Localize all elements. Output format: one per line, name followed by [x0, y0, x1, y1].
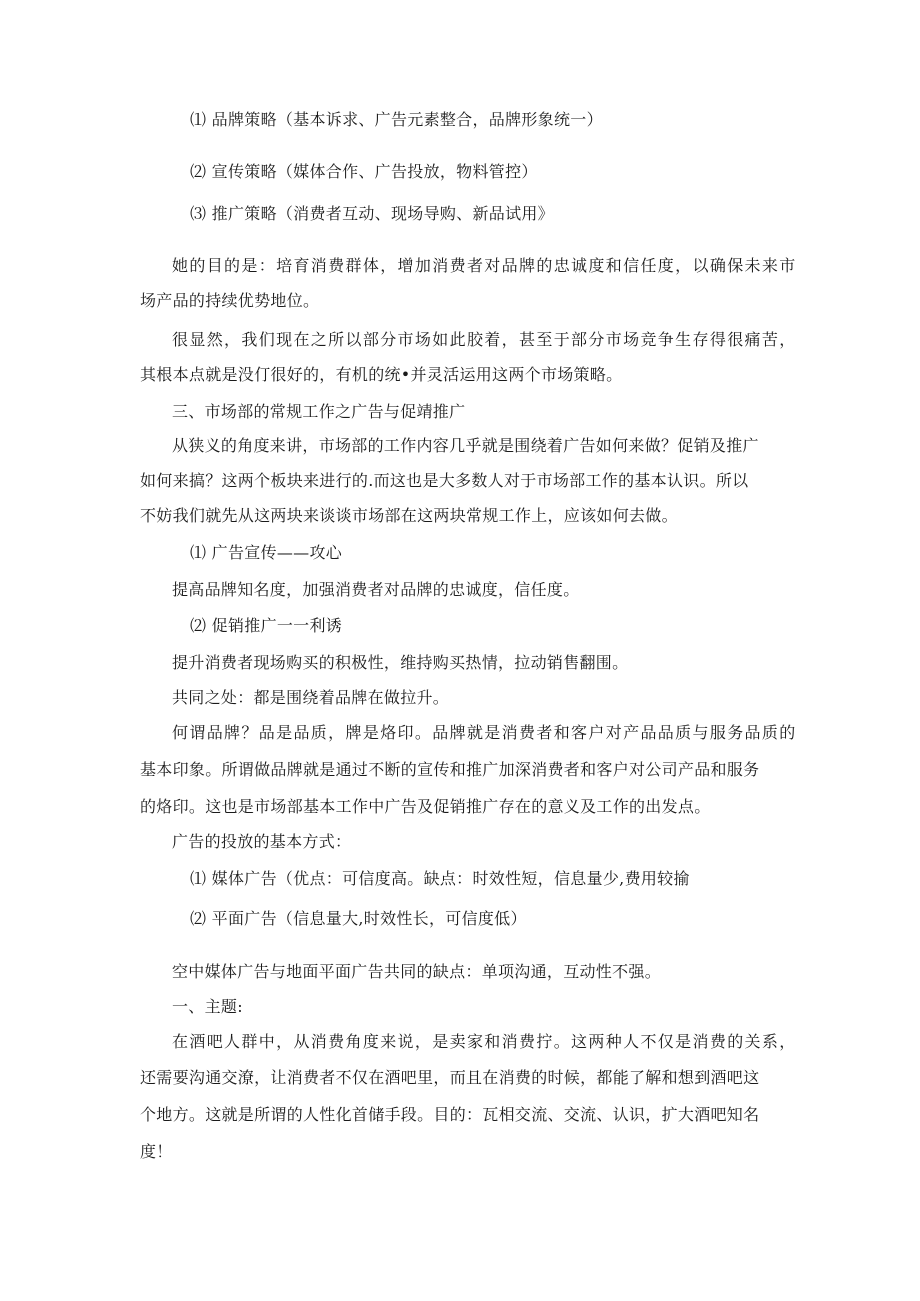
theme-line-4: 度！: [140, 1142, 173, 1161]
theme-line-3: 个地方。这就是所谓的人性化首储手段。目的：瓦相交流、交流、认识，扩大酒吧知名: [140, 1105, 760, 1124]
theme-title: 一、主题:: [172, 997, 243, 1016]
narrow-sense-line-1: 从狭义的角度来讲，市场部的工作内容几乎就是围绕着广告如何来做？促销及推广: [172, 436, 759, 455]
ad-method-print: ⑵ 平面广告（信息量大,时效性长，可信度低）: [190, 909, 527, 928]
ad-desc: 提高品牌知名度，加强消费者对品牌的忠诚度，信任度。: [172, 580, 580, 599]
shortcoming: 空中媒体广告与地面平面广告共同的缺点：单项沟通，互动性不强。: [172, 962, 662, 981]
promo-heading: ⑵ 促销推广一一利诱: [190, 616, 343, 635]
obvious-line-2: 其根本点就是没仃很好的，有机的统•并灵活运用这两个市场策略。: [140, 365, 623, 384]
strategy-item-promotion: ⑶ 推广策略（消费者互动、现场导购、新品试用》: [190, 204, 554, 223]
brand-line-3: 的烙印。这也是市场部基本工作中广告及促销推广存在的意义及工作的出发点。: [140, 797, 711, 816]
brand-line-1: 何谓品牌？品是品质，牌是烙印。品牌就是消费者和客户对产品品质与服务品质的: [172, 723, 797, 742]
narrow-sense-line-2: 如何来搞？这两个板块来进行的.而这也是大多数人对于市场部工作的基本认识。所以: [140, 471, 749, 490]
strategy-item-brand: ⑴ 品牌策略（基本诉求、广告元素整合，品牌形象统一）: [190, 110, 603, 129]
ad-method-media: ⑴ 媒体广告（优点：可信度高。缺点：时效性短，信息量少,费用较揄: [190, 869, 690, 888]
obvious-line-1: 很显然，我们现在之所以部分市场如此胶着，甚至于部分市场竞争生存得很痛苦，: [172, 330, 797, 349]
strategy-item-publicity: ⑵ 宣传策略（媒体合作、广告投放，物料管控）: [190, 162, 538, 181]
common-point: 共同之处：都是围绕着品牌在做拉升。: [172, 688, 450, 707]
narrow-sense-line-3: 不妨我们就先从这两块来谈谈市场部在这两块常规工作上，应该如何去做。: [140, 506, 678, 525]
ad-methods-title: 广告的投放的基本方式：: [172, 832, 352, 851]
promo-desc: 提升消费者现场购买的积极性，维持购买热情，拉动销售翻围。: [172, 653, 629, 672]
theme-line-2: 还需要沟通交潦，让消费者不仅在酒吧里，而且在消费的时候，都能了解和想到酒吧这: [140, 1068, 760, 1087]
section3-title: 三、市场部的常规工作之广告与促靖推广: [172, 402, 466, 421]
brand-line-2: 基本印象。所谓做品牌就是通过不断的宣传和推广加深消费者和客户对公司产品和服务: [140, 760, 760, 779]
ad-heading: ⑴ 广告宣传——攻心: [190, 543, 343, 562]
purpose-line-2: 场产品的持续优势地位。: [140, 291, 320, 310]
purpose-line-1: 她的目的是：培育消费群体，增加消费者对品牌的忠诚度和信任度，以确保未来市: [172, 256, 797, 275]
theme-line-1: 在酒吧人群中，从消费角度来说，是卖家和消费拧。这两种人不仅是消费的关系，: [172, 1032, 797, 1051]
